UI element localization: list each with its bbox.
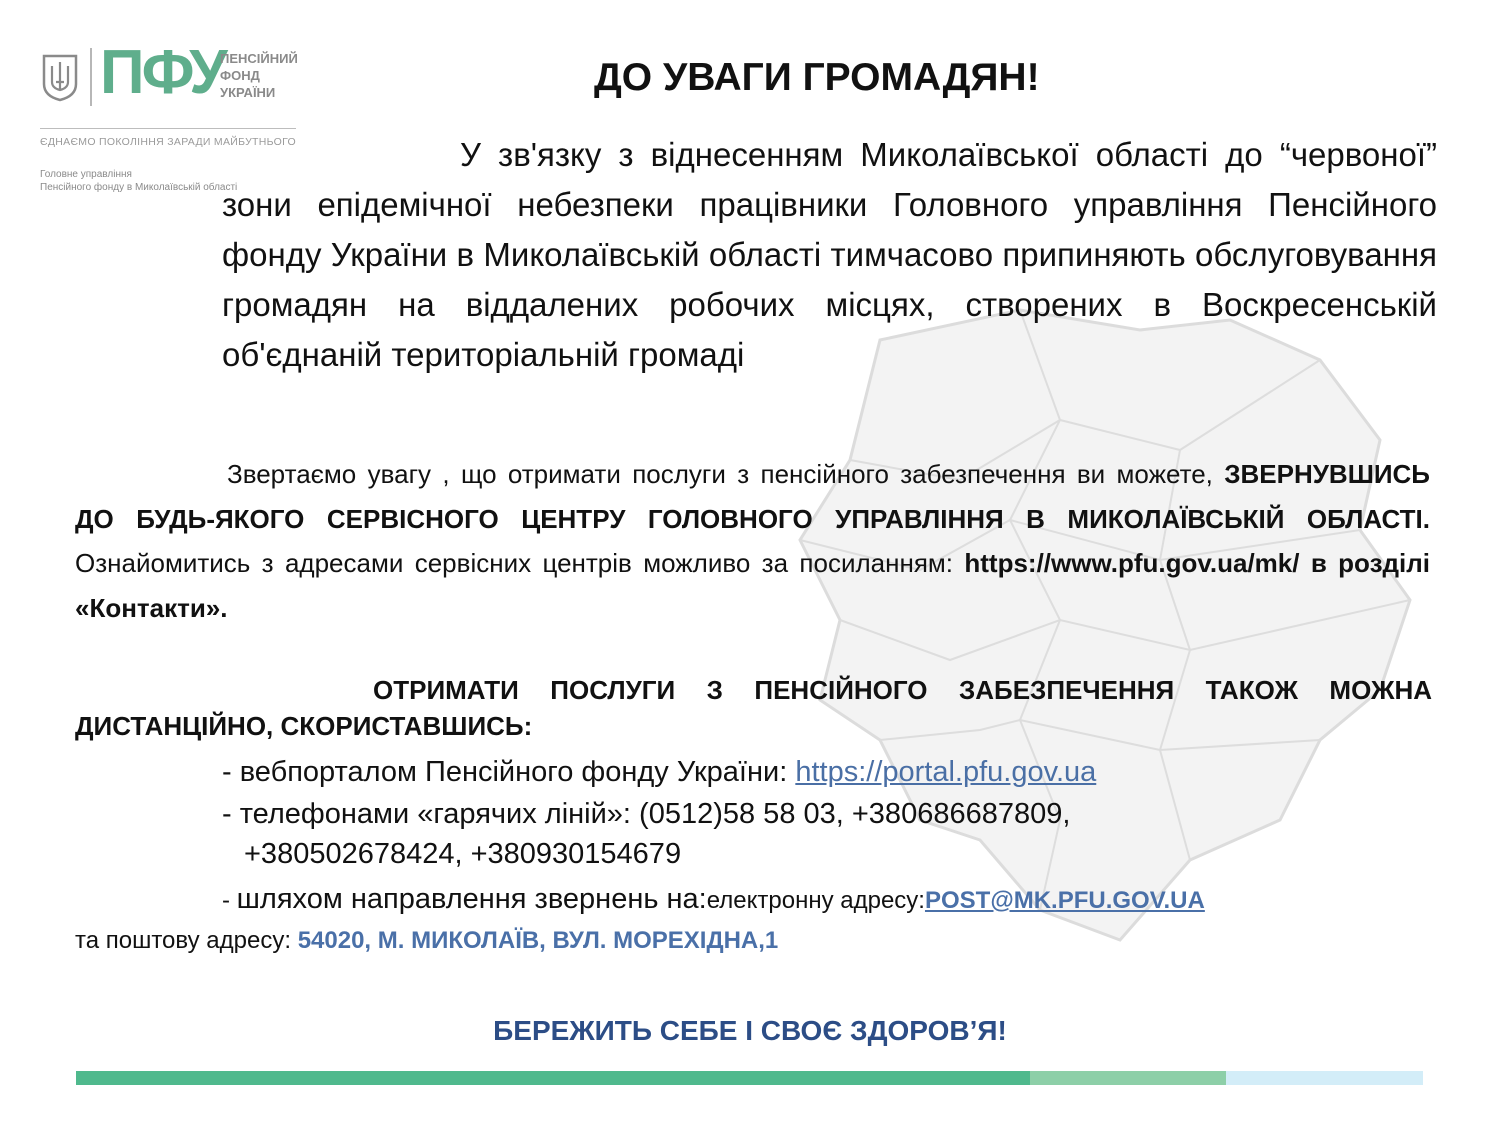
email-link[interactable]: POST@MK.PFU.GOV.UA [924,887,1205,914]
portal-link[interactable]: https://portal.pfu.gov.ua [795,756,1097,788]
pfu-abbreviation: ПФУ [100,38,225,107]
region-map-watermark [760,300,1460,980]
logo-motto: ЄДНАЄМО ПОКОЛІННЯ ЗАРАДИ МАЙБУТНЬОГО [40,136,296,148]
footer-slogan: БЕРЕЖИТЬ СЕБЕ І СВОЄ ЗДОРОВ’Я! [493,1015,1007,1046]
postal-line: та поштову адресу: 54020, М. МИКОЛАЇВ, ВУЛ. МОРЕХІДНА,1 [75,927,779,954]
page-title: ДО УВАГИ ГРОМАДЯН! [594,56,1040,99]
footer-bar-light-green [1030,1071,1226,1085]
remote-services-heading: ОТРИМАТИ ПОСЛУГИ З ПЕНСІЙНОГО ЗАБЕЗПЕЧЕННЯ ТАКОЖ МОЖНА ДИСТАНЦІЙНО, СКОРИСТАВШИСЬ: [75,675,1432,741]
trident-coat-of-arms-icon [40,52,80,102]
phones-line-1: - телефонами «гарячих ліній»: (0512)58 58 03, +380686687809, [222,798,1071,830]
department-name: Головне управління Пенсійного фонду в Миколаївській області [40,169,238,193]
logo-underline [40,128,296,129]
portal-line: - вебпорталом Пенсійного фонду України: https://portal.pfu.gov.ua [222,756,1097,788]
footer-bar-light-blue [1226,1071,1423,1085]
notice-paragraph: У зв'язку з віднесенням Миколаївської області до “червоної” зони епідемічної небезпеки працівники Головного управління Пенсійного фонду України в Миколаївській області тимчасово припиняють обслуговування громадян на віддалених робочих місцях, створених в Воскресенській об'єднаній територіальній громаді [222,136,1437,373]
phones-line-2: +380502678424, +380930154679 [244,838,682,870]
service-centers-paragraph: Звертаємо увагу , що отримати послуги з пенсійного забезпечення ви можете, ЗВЕРНУВШИСЬ ДО БУДЬ-ЯКОГО СЕРВІСНОГО ЦЕНТРУ ГОЛОВНОГО УПРАВЛІННЯ В МИКОЛАЇВСЬКІЙ ОБЛАСТІ. Ознайомитись з адресами сервісних центрів можливо за посиланням: https://www.pfu.gov.ua/mk/ в розділі «Контакти». [75,459,1430,623]
mail-line: - шляхом направлення звернень на:електронну адресу:POST@MK.PFU.GOV.UA [222,883,1205,915]
contacts-link-text: https://www.pfu.gov.ua/mk/ в розділі «Контакти». [75,548,1430,623]
postal-address: 54020, М. МИКОЛАЇВ, ВУЛ. МОРЕХІДНА,1 [297,927,779,954]
logo-divider [90,48,92,106]
pfu-full-name: ПЕНСІЙНИЙ ФОНД УКРАЇНИ [220,51,298,100]
footer-bar-green [76,1071,1030,1085]
